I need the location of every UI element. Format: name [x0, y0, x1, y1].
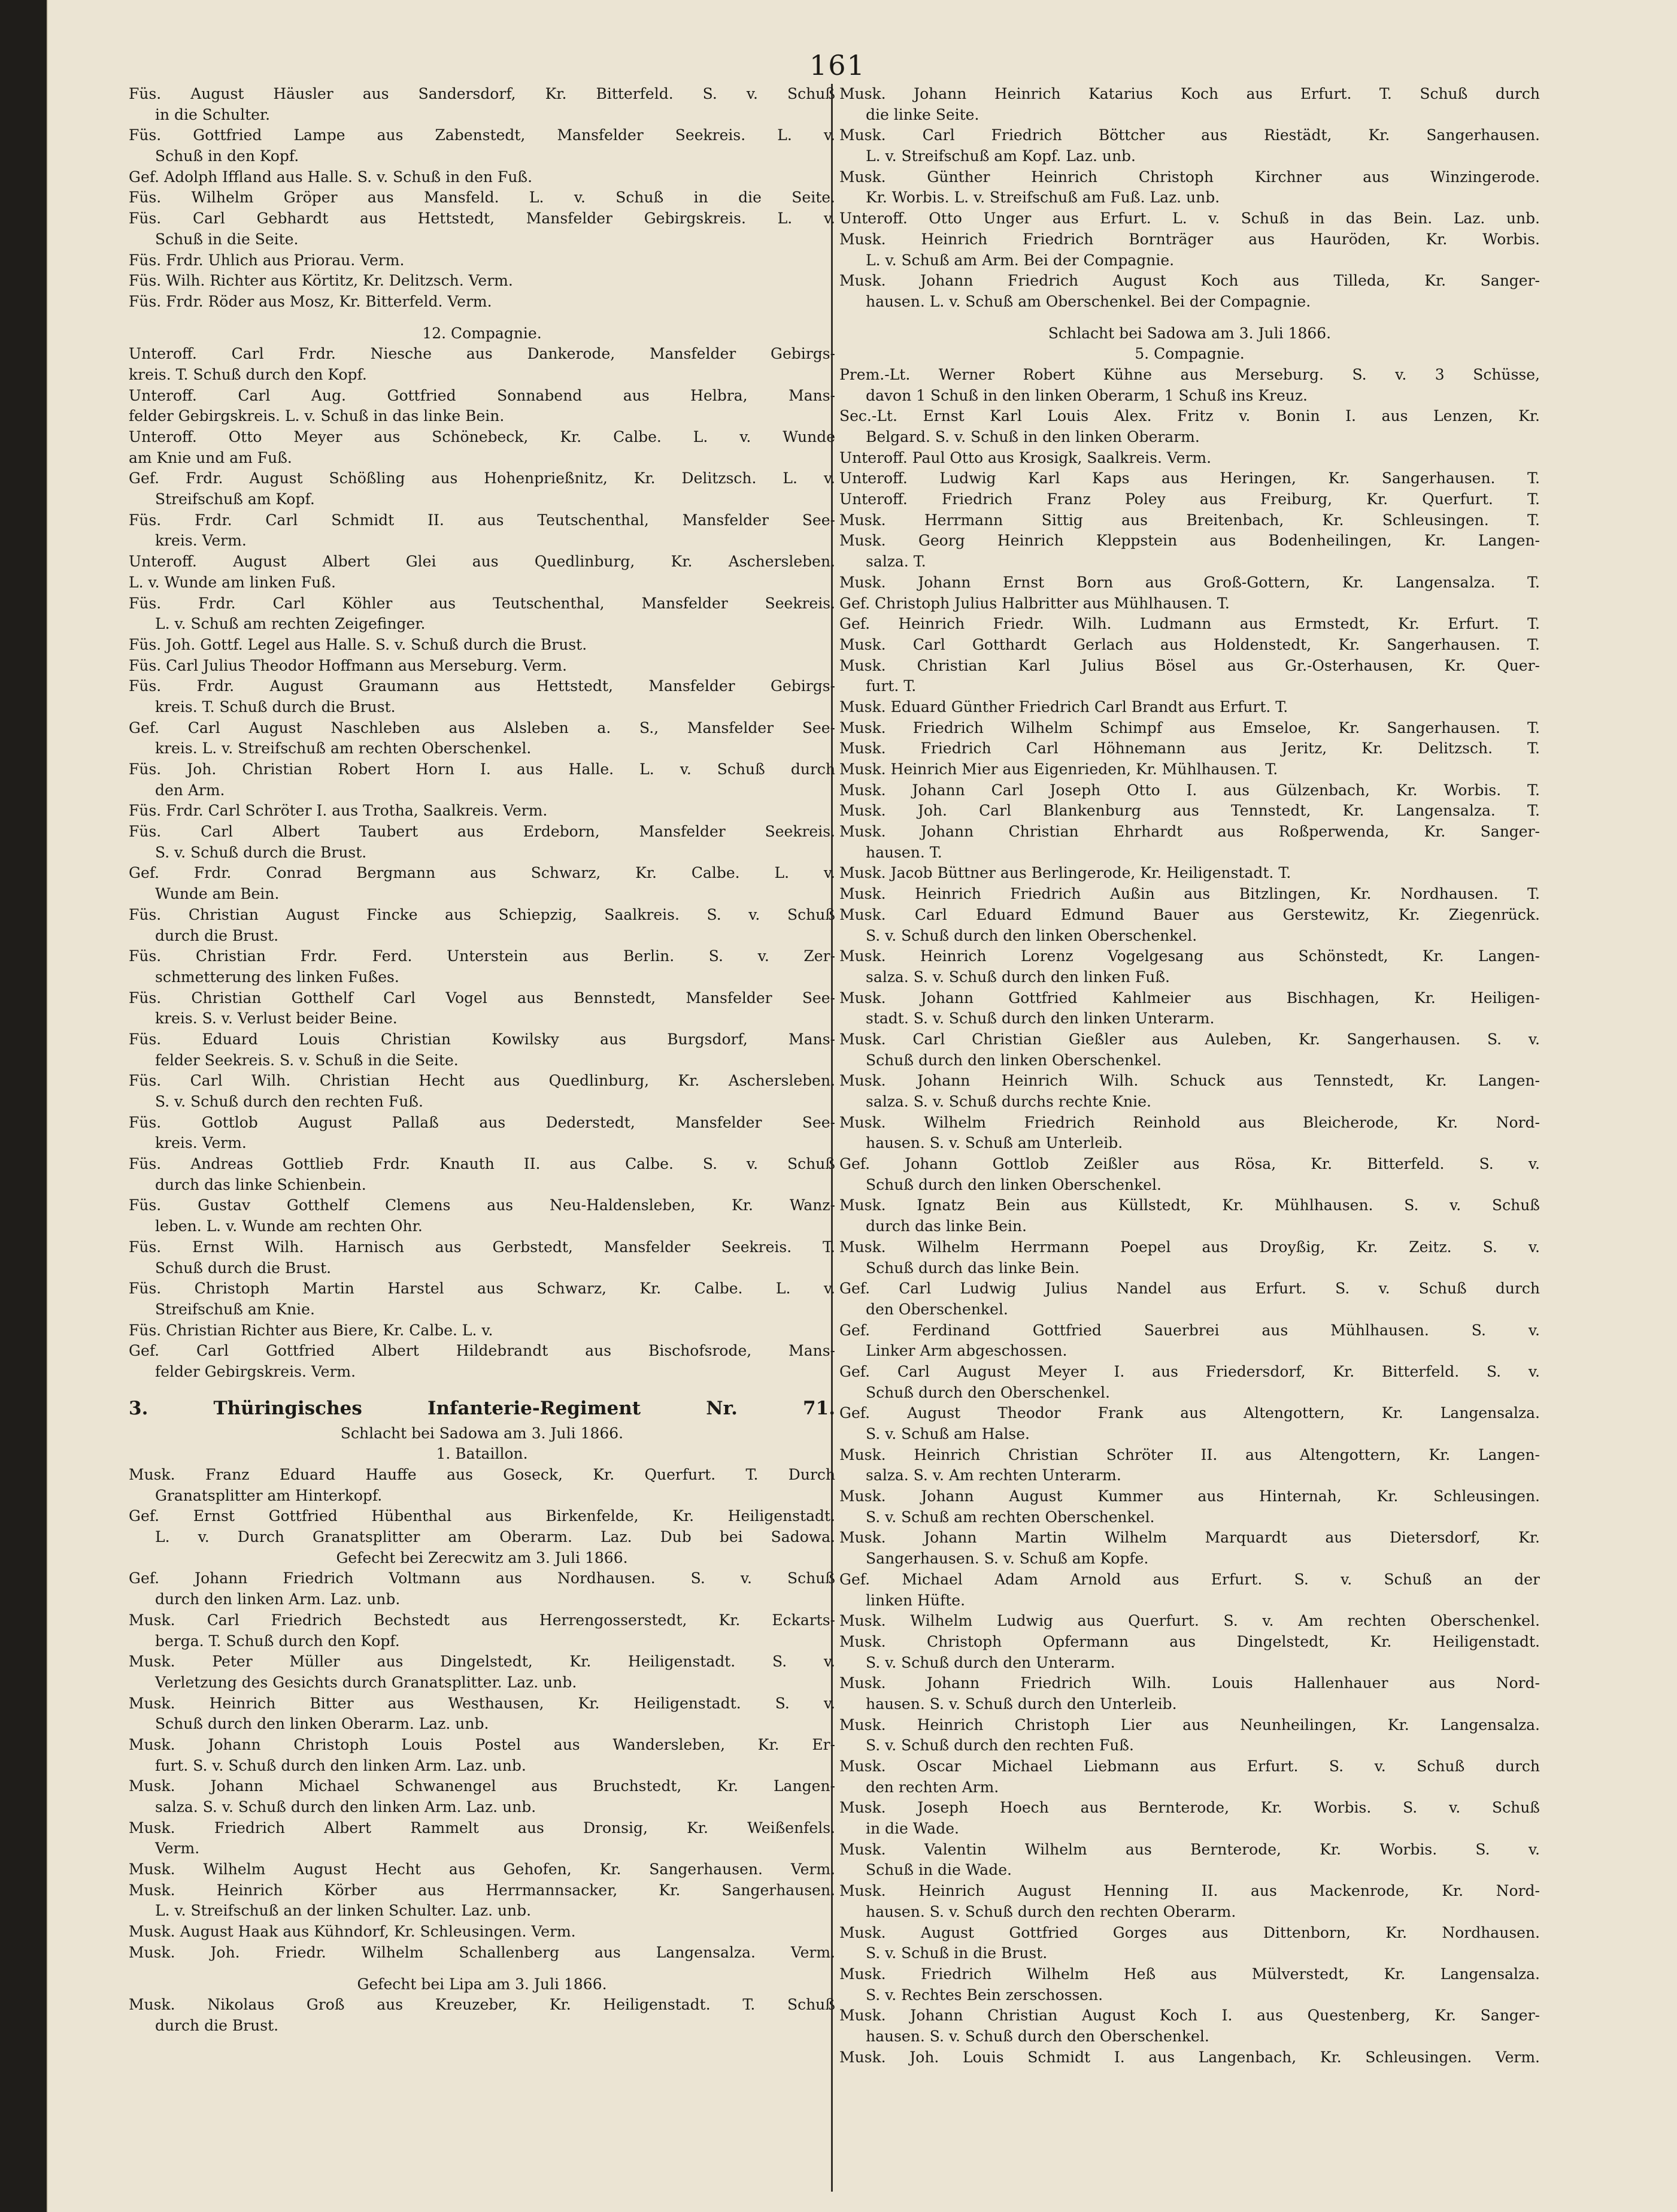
text-line: S. v. Schuß durch die Brust.	[155, 843, 367, 861]
text-line: Füs. Gustav Gotthelf Clemens aus Neu-Haldensleben, Kr. Wanz-	[129, 1196, 835, 1214]
text-line: Musk. Johann Christoph Louis Postel aus Wandersleben, Kr. Er-	[129, 1735, 835, 1753]
text-line: S. v. Schuß durch den rechten Fuß.	[866, 1737, 1134, 1755]
text-line: Streifschuß am Knie.	[155, 1300, 315, 1318]
text-line: Musk. Johann Ernst Born aus Groß-Gottern, Kr. Langensalza. T.	[839, 573, 1540, 591]
text-line: Musk. Heinrich Christoph Lier aus Neunheilingen, Kr. Langensalza.	[839, 1716, 1540, 1734]
text-line: Füs. Joh. Christian Robert Horn I. aus Halle. L. v. Schuß durch	[129, 760, 835, 778]
text-line: in die Schulter.	[155, 105, 271, 123]
text-line: Füs. Christian Gotthelf Carl Vogel aus Bennstedt, Mansfelder See-	[129, 989, 835, 1007]
text-line: Füs. Wilhelm Gröper aus Mansfeld. L. v. Schuß in die Seite.	[129, 189, 835, 207]
text-line: Füs. Christian Richter aus Biere, Kr. Calbe. L. v.	[129, 1321, 493, 1339]
text-line: Musk. Johann Christian Ehrhardt aus Roßperwenda, Kr. Sanger-	[839, 823, 1540, 841]
text-line: leben. L. v. Wunde am rechten Ohr.	[155, 1217, 423, 1235]
text-line: Musk. Carl Christian Gießler aus Auleben, Kr. Sangerhausen. S. v.	[839, 1030, 1540, 1048]
spacer	[129, 1383, 835, 1393]
text-line: S. v. Schuß am Halse.	[866, 1425, 1030, 1443]
text-line: Musk. Johann Christian August Koch I. aus Questenberg, Kr. Sanger-	[839, 2007, 1540, 2025]
text-line: hausen. S. v. Schuß durch den rechten Oberarm.	[866, 1902, 1236, 1920]
text-line: Füs. Eduard Louis Christian Kowilsky aus Burgsdorf, Mans-	[129, 1030, 835, 1048]
text-line: salza. S. v. Schuß durch den linken Arm. Laz. unb.	[155, 1798, 536, 1816]
text-line: berga. T. Schuß durch den Kopf.	[155, 1632, 400, 1650]
section-heading: Gefecht bei Lipa am 3. Juli 1866.	[357, 1975, 607, 1993]
text-line: in die Wade.	[866, 1820, 959, 1838]
text-line: Gef. Johann Gottlob Zeißler aus Rösa, Kr. Bitterfeld. S. v.	[839, 1155, 1540, 1173]
text-line: salza. S. v. Schuß durchs rechte Knie.	[866, 1093, 1151, 1110]
text-line: Unteroff. Friedrich Franz Poley aus Freiburg, Kr. Querfurt. T.	[839, 490, 1540, 508]
text-line: Unteroff. August Albert Glei aus Quedlinburg, Kr. Aschersleben.	[129, 553, 835, 571]
text-line: Musk. Günther Heinrich Christoph Kirchner aus Winzingerode.	[839, 168, 1540, 186]
text-line: Unteroff. Carl Frdr. Niesche aus Dankerode, Mansfelder Gebirgs-	[129, 345, 835, 363]
text-line: Füs. Gottfried Lampe aus Zabenstedt, Mansfelder Seekreis. L. v.	[129, 126, 835, 144]
text-line: hausen. S. v. Schuß am Unterleib.	[866, 1134, 1123, 1152]
text-line: Gef. Ernst Gottfried Hübenthal aus Birkenfelde, Kr. Heiligenstadt.	[129, 1507, 835, 1525]
text-line: Musk. Heinrich Christian Schröter II. aus Altengottern, Kr. Langen-	[839, 1446, 1540, 1463]
text-line: Prem.-Lt. Werner Robert Kühne aus Merseburg. S. v. 3 Schüsse,	[839, 365, 1540, 383]
text-line: Gef. Michael Adam Arnold aus Erfurt. S. v. Schuß an der	[839, 1570, 1540, 1588]
text-line: Gef. Frdr. Conrad Bergmann aus Schwarz, Kr. Calbe. L. v.	[129, 864, 835, 882]
text-line: Füs. Frdr. Carl Schmidt II. aus Teutschenthal, Mansfelder See-	[129, 511, 835, 529]
text-line: Schuß durch die Brust.	[155, 1259, 332, 1277]
text-line: furt. S. v. Schuß durch den linken Arm. Laz. unb.	[155, 1756, 526, 1774]
text-line: salza. S. v. Schuß durch den linken Fuß.	[866, 968, 1170, 986]
text-line: den Oberschenkel.	[866, 1300, 1008, 1318]
text-line: Musk. Heinrich August Henning II. aus Mackenrode, Kr. Nord-	[839, 1882, 1540, 1900]
text-line: S. v. Schuß in die Brust.	[866, 1944, 1048, 1962]
section-heading: Gefecht bei Zerecwitz am 3. Juli 1866.	[336, 1549, 628, 1566]
text-line: Musk. Heinrich Lorenz Vogelgesang aus Schönstedt, Kr. Langen-	[839, 947, 1540, 965]
text-line: Füs. Andreas Gottlieb Frdr. Knauth II. aus Calbe. S. v. Schuß	[129, 1155, 835, 1173]
text-line: Füs. Frdr. Carl Köhler aus Teutschenthal, Mansfelder Seekreis.	[129, 594, 835, 612]
text-line: Füs. Christian August Fincke aus Schiepzig, Saalkreis. S. v. Schuß	[129, 905, 835, 923]
text-line: linken Hüfte.	[866, 1591, 966, 1609]
text-line: Schuß durch das linke Bein.	[866, 1259, 1079, 1277]
text-line: Musk. Christian Karl Julius Bösel aus Gr.-Osterhausen, Kr. Quer-	[839, 656, 1540, 674]
text-line: Unteroff. Ludwig Karl Kaps aus Heringen, Kr. Sangerhausen. T.	[839, 469, 1540, 487]
right-column	[839, 84, 1540, 2192]
text-line: Musk. Herrmann Sittig aus Breitenbach, Kr. Schleusingen. T.	[839, 511, 1540, 529]
text-line: die linke Seite.	[866, 105, 979, 123]
text-line: Füs. Wilh. Richter aus Körtitz, Kr. Delitzsch. Verm.	[129, 272, 513, 290]
text-line: Musk. Johann Martin Wilhelm Marquardt aus Dietersdorf, Kr.	[839, 1529, 1540, 1547]
text-line: Musk. Joseph Hoech aus Bernterode, Kr. Worbis. S. v. Schuß	[839, 1799, 1540, 1817]
text-line: Gef. Carl Gottfried Albert Hildebrandt aus Bischofsrode, Mans-	[129, 1342, 835, 1360]
section-heading: Schlacht bei Sadowa am 3. Juli 1866.	[1048, 324, 1332, 342]
text-line: Verletzung des Gesichts durch Granatsplitter. Laz. unb.	[155, 1673, 577, 1691]
text-line: Musk. Peter Müller aus Dingelstedt, Kr. Heiligenstadt. S. v.	[129, 1653, 835, 1671]
text-line: hausen. L. v. Schuß am Oberschenkel. Bei der Compagnie.	[866, 292, 1311, 310]
spacer	[129, 313, 835, 323]
text-line: Musk. Joh. Friedr. Wilhelm Schallenberg aus Langensalza. Verm.	[129, 1943, 835, 1961]
text-line: salza. S. v. Am rechten Unterarm.	[866, 1466, 1121, 1484]
text-line: Musk. Carl Eduard Edmund Bauer aus Gerstewitz, Kr. Ziegenrück.	[839, 905, 1540, 923]
text-line: Unteroff. Otto Unger aus Erfurt. L. v. Schuß in das Bein. Laz. unb.	[839, 210, 1540, 228]
text-line: den Arm.	[155, 781, 225, 799]
text-line: Schuß in die Wade.	[866, 1861, 1012, 1879]
text-line: den rechten Arm.	[866, 1778, 999, 1796]
text-line: Füs. Gottlob August Pallaß aus Dederstedt, Mansfelder See-	[129, 1113, 835, 1131]
text-line: Musk. Oscar Michael Liebmann aus Erfurt. S. v. Schuß durch	[839, 1758, 1540, 1775]
text-line: L. v. Streifschuß am Kopf. Laz. unb.	[866, 147, 1136, 165]
text-line: Wunde am Bein.	[155, 885, 280, 903]
text-line: Musk. Heinrich Friedrich Außin aus Bitzlingen, Kr. Nordhausen. T.	[839, 885, 1540, 903]
text-line: durch die Brust.	[155, 926, 279, 944]
text-line: Musk. Johann Michael Schwanengel aus Bruchstedt, Kr. Langen-	[129, 1777, 835, 1795]
text-line: stadt. S. v. Schuß durch den linken Unterarm.	[866, 1010, 1215, 1028]
text-line: Füs. Carl Julius Theodor Hoffmann aus Merseburg. Verm.	[129, 656, 567, 674]
text-line: Belgard. S. v. Schuß in den linken Oberarm.	[866, 428, 1200, 446]
spacer	[839, 313, 1540, 323]
text-line: Füs. Carl Wilh. Christian Hecht aus Quedlinburg, Kr. Aschersleben.	[129, 1072, 835, 1090]
text-line: Füs. Frdr. Uhlich aus Priorau. Verm.	[129, 251, 405, 269]
text-line: Musk. Heinrich Körber aus Herrmannsacker, Kr. Sangerhausen.	[129, 1881, 835, 1899]
text-line: Gef. Heinrich Friedr. Wilh. Ludmann aus Ermstedt, Kr. Erfurt. T.	[839, 615, 1540, 633]
text-line: Musk. August Haak aus Kühndorf, Kr. Schleusingen. Verm.	[129, 1923, 576, 1941]
text-line: felder Seekreis. S. v. Schuß in die Seite.	[155, 1051, 459, 1069]
text-line: Musk. Joh. Louis Schmidt I. aus Langenbach, Kr. Schleusingen. Verm.	[839, 2048, 1540, 2066]
text-line: am Knie und am Fuß.	[129, 449, 292, 466]
text-line: L. v. Streifschuß an der linken Schulter. Laz. unb.	[155, 1902, 532, 1920]
text-line: kreis. S. v. Verlust beider Beine.	[155, 1010, 398, 1028]
text-line: Gef. Johann Friedrich Voltmann aus Nordhausen. S. v. Schuß	[129, 1569, 835, 1587]
text-line: Unteroff. Paul Otto aus Krosigk, Saalkreis. Verm.	[839, 449, 1212, 466]
text-line: hausen. S. v. Schuß durch den Unterleib.	[866, 1695, 1177, 1713]
section-heading: 1. Bataillon.	[436, 1445, 528, 1463]
text-line: Musk. Wilhelm August Hecht aus Gehofen, Kr. Sangerhausen. Verm.	[129, 1860, 835, 1878]
text-line: Gef. Carl August Naschleben aus Alsleben a. S., Mansfelder See-	[129, 719, 835, 737]
text-line: Kr. Worbis. L. v. Streifschuß am Fuß. Laz. unb.	[866, 189, 1220, 207]
text-line: Gef. Adolph Iffland aus Halle. S. v. Schuß in den Fuß.	[129, 168, 533, 186]
text-line: Streifschuß am Kopf.	[155, 490, 315, 508]
text-line: Musk. Johann Heinrich Wilh. Schuck aus Tennstedt, Kr. Langen-	[839, 1072, 1540, 1090]
text-line: Musk. Friedrich Carl Höhnemann aus Jeritz, Kr. Delitzsch. T.	[839, 740, 1540, 757]
section-heading: 12. Compagnie.	[422, 324, 542, 342]
text-line: S. v. Schuß durch den rechten Fuß.	[155, 1093, 423, 1110]
left-column	[129, 84, 835, 2192]
text-line: Musk. Johann Friedrich Wilh. Louis Hallenhauer aus Nord-	[839, 1674, 1540, 1692]
text-line: furt. T.	[866, 677, 917, 695]
text-line: Verm.	[155, 1840, 200, 1858]
text-line: Sec.-Lt. Ernst Karl Louis Alex. Fritz v. Bonin I. aus Lenzen, Kr.	[839, 407, 1540, 425]
text-line: L. v. Durch Granatsplitter am Oberarm. Laz. Dub bei Sadowa.	[155, 1528, 835, 1546]
section-heading: 5. Compagnie.	[1135, 345, 1245, 363]
text-line: Musk. Heinrich Friedrich Bornträger aus Hauröden, Kr. Worbis.	[839, 230, 1540, 248]
text-line: Schuß in den Kopf.	[155, 147, 299, 165]
text-line: Musk. August Gottfried Gorges aus Dittenborn, Kr. Nordhausen.	[839, 1923, 1540, 1941]
text-line: Musk. Johann Friedrich August Koch aus Tilleda, Kr. Sanger-	[839, 272, 1540, 290]
text-line: salza. T.	[866, 553, 926, 571]
text-line: hausen. T.	[866, 843, 942, 861]
text-line: Unteroff. Otto Meyer aus Schönebeck, Kr. Calbe. L. v. Wunde	[129, 428, 835, 446]
text-line: Musk. Eduard Günther Friedrich Carl Brandt aus Erfurt. T.	[839, 698, 1288, 716]
page-sheet	[47, 0, 1677, 2212]
text-line: Füs. Frdr. Carl Schröter I. aus Trotha, Saalkreis. Verm.	[129, 802, 548, 820]
text-line: felder Gebirgskreis. L. v. Schuß in das linke Bein.	[129, 407, 505, 425]
text-line: Gef. August Theodor Frank aus Altengottern, Kr. Langensalza.	[839, 1404, 1540, 1422]
text-line: S. v. Rechtes Bein zerschossen.	[866, 1986, 1103, 2004]
text-line: Füs. Frdr. Röder aus Mosz, Kr. Bitterfeld. Verm.	[129, 292, 492, 310]
text-line: kreis. Verm.	[155, 532, 247, 550]
text-line: Musk. Heinrich Bitter aus Westhausen, Kr. Heiligenstadt. S. v.	[129, 1694, 835, 1712]
text-line: Musk. Georg Heinrich Kleppstein aus Bodenheilingen, Kr. Langen-	[839, 532, 1540, 550]
text-line: Gef. Ferdinand Gottfried Sauerbrei aus Mühlhausen. S. v.	[839, 1321, 1540, 1339]
text-line: Musk. Jacob Büttner aus Berlingerode, Kr. Heiligenstadt. T.	[839, 864, 1291, 882]
text-line: Linker Arm abgeschossen.	[866, 1342, 1068, 1360]
text-line: Gef. Carl Ludwig Julius Nandel aus Erfurt. S. v. Schuß durch	[839, 1280, 1540, 1298]
text-line: S. v. Schuß durch den linken Oberschenkel.	[866, 926, 1197, 944]
text-line: L. v. Wunde am linken Fuß.	[129, 573, 336, 591]
text-line: durch die Brust.	[155, 2016, 279, 2034]
text-line: Musk. Wilhelm Herrmann Poepel aus Droyßig, Kr. Zeitz. S. v.	[839, 1238, 1540, 1256]
text-line: Füs. August Häusler aus Sandersdorf, Kr. Bitterfeld. S. v. Schuß	[129, 85, 835, 102]
text-line: Musk. Wilhelm Ludwig aus Querfurt. S. v. Am rechten Oberschenkel.	[839, 1612, 1540, 1630]
text-line: Granatsplitter am Hinterkopf.	[155, 1486, 383, 1504]
text-line: Musk. Valentin Wilhelm aus Bernterode, Kr. Worbis. S. v.	[839, 1840, 1540, 1858]
text-line: Musk. Carl Friedrich Bechstedt aus Herrengosserstedt, Kr. Eckarts-	[129, 1611, 835, 1629]
text-line: Füs. Christian Frdr. Ferd. Unterstein aus Berlin. S. v. Zer-	[129, 947, 835, 965]
text-line: Musk. Ignatz Bein aus Küllstedt, Kr. Mühlhausen. S. v. Schuß	[839, 1196, 1540, 1214]
text-line: Gef. Frdr. August Schößling aus Hohenprießnitz, Kr. Delitzsch. L. v.	[129, 469, 835, 487]
text-line: L. v. Schuß am Arm. Bei der Compagnie.	[866, 251, 1175, 269]
text-line: schmetterung des linken Fußes.	[155, 968, 399, 986]
text-line: Musk. Nikolaus Groß aus Kreuzeber, Kr. Heiligenstadt. T. Schuß	[129, 1996, 835, 2014]
text-line: Musk. Franz Eduard Hauffe aus Goseck, Kr. Querfurt. T. Durch	[129, 1466, 835, 1483]
text-line: Musk. Johann Heinrich Katarius Koch aus Erfurt. T. Schuß durch	[839, 85, 1540, 102]
text-line: Füs. Carl Gebhardt aus Hettstedt, Mansfelder Gebirgskreis. L. v.	[129, 210, 835, 228]
regiment-heading: 3. Thüringisches Infanterie-Regiment Nr. 71.	[129, 1397, 835, 1419]
text-line: Musk. Heinrich Mier aus Eigenrieden, Kr. Mühlhausen. T.	[839, 760, 1278, 778]
text-line: Schuß durch den linken Oberschenkel.	[866, 1051, 1162, 1069]
text-line: Unteroff. Carl Aug. Gottfried Sonnabend aus Helbra, Mans-	[129, 386, 835, 404]
text-line: Musk. Johann Carl Joseph Otto I. aus Gülzenbach, Kr. Worbis. T.	[839, 781, 1540, 799]
text-line: Musk. Friedrich Wilhelm Schimpf aus Emseloe, Kr. Sangerhausen. T.	[839, 719, 1540, 737]
text-line: davon 1 Schuß in den linken Oberarm, 1 Schuß ins Kreuz.	[866, 386, 1308, 404]
text-line: Schuß durch den Oberschenkel.	[866, 1383, 1110, 1401]
text-line: Schuß in die Seite.	[155, 230, 299, 248]
page-number: 161	[809, 49, 866, 81]
text-line: hausen. S. v. Schuß durch den Oberschenkel.	[866, 2027, 1209, 2045]
text-line: Füs. Joh. Gottf. Legel aus Halle. S. v. Schuß durch die Brust.	[129, 635, 587, 653]
text-line: L. v. Schuß am rechten Zeigefinger.	[155, 615, 426, 633]
text-line: Musk. Johann Gottfried Kahlmeier aus Bischhagen, Kr. Heiligen-	[839, 989, 1540, 1007]
text-line: Gef. Carl August Meyer I. aus Friedersdorf, Kr. Bitterfeld. S. v.	[839, 1362, 1540, 1380]
text-line: Musk. Joh. Carl Blankenburg aus Tennstedt, Kr. Langensalza. T.	[839, 802, 1540, 820]
text-line: Musk. Johann August Kummer aus Hinternah, Kr. Schleusingen.	[839, 1487, 1540, 1505]
text-line: kreis. T. Schuß durch den Kopf.	[129, 365, 367, 383]
text-line: Schuß durch den linken Oberschenkel.	[866, 1175, 1162, 1193]
text-line: durch den linken Arm. Laz. unb.	[155, 1590, 401, 1608]
text-line: Musk. Friedrich Wilhelm Heß aus Mülverstedt, Kr. Langensalza.	[839, 1965, 1540, 1983]
text-line: durch das linke Schienbein.	[155, 1175, 366, 1193]
text-line: Musk. Carl Gotthardt Gerlach aus Holdenstedt, Kr. Sangerhausen. T.	[839, 635, 1540, 653]
text-line: durch das linke Bein.	[866, 1217, 1027, 1235]
text-line: kreis. T. Schuß durch die Brust.	[155, 698, 396, 716]
text-line: Musk. Christoph Opfermann aus Dingelstedt, Kr. Heiligenstadt.	[839, 1632, 1540, 1650]
text-line: Musk. Friedrich Albert Rammelt aus Dronsig, Kr. Weißenfels.	[129, 1819, 835, 1837]
text-line: S. v. Schuß am rechten Oberschenkel.	[866, 1508, 1155, 1526]
spacer	[129, 1963, 835, 1974]
text-line: kreis. Verm.	[155, 1134, 247, 1152]
section-heading: Schlacht bei Sadowa am 3. Juli 1866.	[340, 1424, 624, 1442]
text-line: Füs. Christoph Martin Harstel aus Schwarz, Kr. Calbe. L. v.	[129, 1280, 835, 1298]
text-line: felder Gebirgskreis. Verm.	[155, 1362, 356, 1380]
text-line: Füs. Carl Albert Taubert aus Erdeborn, Mansfelder Seekreis.	[129, 823, 835, 841]
text-line: Musk. Wilhelm Friedrich Reinhold aus Bleicherode, Kr. Nord-	[839, 1113, 1540, 1131]
text-line: Musk. Carl Friedrich Böttcher aus Riestädt, Kr. Sangerhausen.	[839, 126, 1540, 144]
text-line: Füs. Frdr. August Graumann aus Hettstedt, Mansfelder Gebirgs-	[129, 677, 835, 695]
text-line: S. v. Schuß durch den Unterarm.	[866, 1653, 1115, 1671]
text-line: Sangerhausen. S. v. Schuß am Kopfe.	[866, 1550, 1149, 1568]
text-line: kreis. L. v. Streifschuß am rechten Oberschenkel.	[155, 740, 532, 757]
text-line: Schuß durch den linken Oberarm. Laz. unb.	[155, 1715, 489, 1733]
text-line: Füs. Ernst Wilh. Harnisch aus Gerbstedt, Mansfelder Seekreis. T.	[129, 1238, 835, 1256]
text-line: Gef. Christoph Julius Halbritter aus Mühlhausen. T.	[839, 594, 1230, 612]
